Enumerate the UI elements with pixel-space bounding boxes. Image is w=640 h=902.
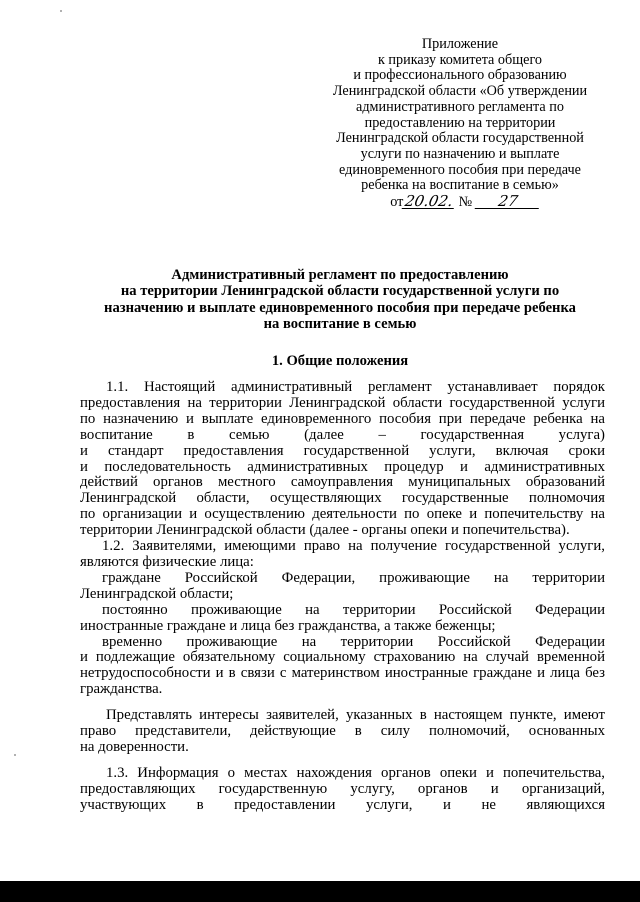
title-line: Административный регламент по предоставлению [171,267,509,283]
header-line: предоставлению на территории [364,114,556,131]
body-line: действий органов местного самоуправления муниципальных образований [80,474,605,491]
body-line: на доверенности. [80,738,189,755]
header-line: услуги по назначению и выплате [360,145,560,162]
header-line: ребенка на воспитание в семью» [361,177,559,194]
body-line: предоставления на территории Ленинградской области государственной услуги [80,394,605,411]
order-date-handwritten: 20.02. [403,192,455,211]
body-line: Ленинградской области, осуществляющих государственные полномочия [80,490,605,507]
body-line: постоянно проживающие на территории Российской Федерации [102,601,605,618]
body-line: гражданства. [80,681,163,698]
body-line: являются физические лица: [80,553,254,570]
body-line: территории Ленинградской области (далее - органы опеки и попечительства). [80,522,570,539]
header-line: и профессионального образованию [353,67,567,84]
title-line: назначению и выплате единовременного пособия при передаче ребенка [104,299,576,316]
body-line: воспитание в семью (далее – государственная услуга) [80,426,605,443]
header-line: Ленинградской области государственной [336,130,584,147]
body-line: 1.3. Информация о местах нахождения органов опеки и попечительства, [106,764,605,781]
body-line: Ленинградской области; [80,585,234,602]
header-line: единовременного пособия при передаче [339,161,581,178]
order-number-label: № [458,194,473,211]
body-line: нетрудоспособности и в связи с материнством иностранные граждане и лица без [80,665,605,682]
scan-speck [14,754,16,756]
section-heading: 1. Общие положения [271,353,409,369]
body-line: 1.1. Настоящий административный регламент устанавливает порядок [106,379,605,395]
body-line: по назначению и выплате единовременного пособия при передаче ребенка на [80,410,605,427]
header-line: административного регламента по [356,98,564,115]
header-line: к приказу комитета общего [377,51,542,68]
body-line: и стандарт предоставления государственной услуги, включая сроки [80,442,605,459]
order-line [390,194,539,211]
body-line: граждане Российской Федерации, проживающие на территории [102,569,605,586]
order-prefix: от [390,194,404,211]
appendix-header [300,37,620,211]
body-line: 1.2. Заявителями, имеющими право на получение государственной услуги, [102,538,605,555]
title-line: на территории Ленинградской области государственной услуги по [120,283,560,300]
body-line: право представители, действующие в силу полномочий, основанных [80,723,605,740]
scan-speck [60,10,62,12]
header-line: Приложение [421,36,499,52]
body-line: по организации и осуществлению деятельности по опеке и попечительству на [80,506,605,523]
title-line: на воспитание в семью [263,315,417,332]
document-title [70,267,610,332]
body-line: иностранные граждане и лица без гражданства, а также беженцы; [80,617,496,634]
body-line: временно проживающие на территории Российской Федерации [102,633,605,650]
body-line: Представлять интересы заявителей, указанных в настоящем пункте, имеют [106,707,605,724]
body-line: и подлежащие обязательному социальному страхованию на случай временной [80,649,605,666]
order-number-handwritten: 27 [474,194,541,209]
document-body [80,380,605,814]
header-line: Ленинградской области «Об утверждении [332,83,588,100]
body-line: участвующих в предоставлении услуги, и не являющихся [80,796,605,813]
body-line: и последовательность административных процедур и административных [80,458,605,475]
body-line: предоставляющих государственную услугу, органов и организаций, [80,780,605,797]
scan-bottom-edge [0,881,640,902]
